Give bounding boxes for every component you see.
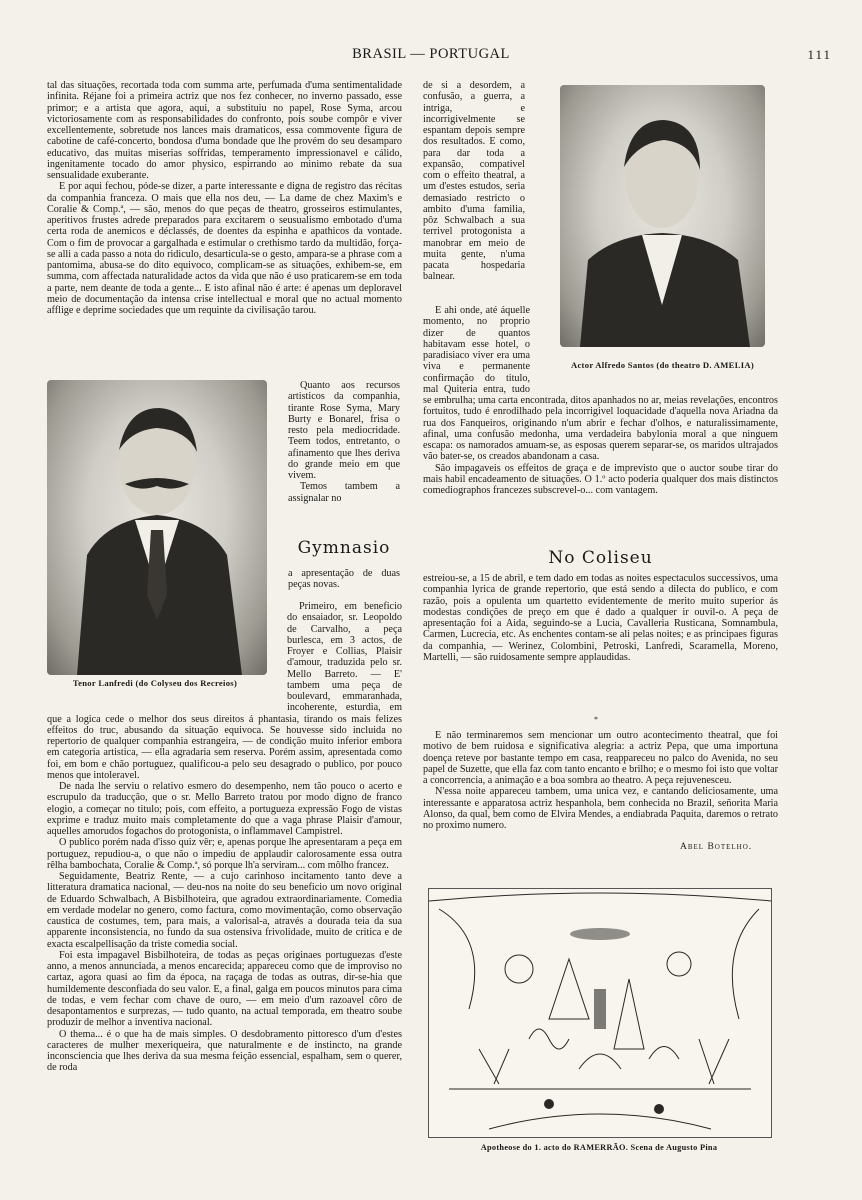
float-spacer [530, 305, 778, 393]
heading-coliseu: No Coliseu [548, 548, 653, 568]
paragraph: E ahi onde, até áquelle momento, no proprio dizer de quantos habitavam esse hotel, o paradisiaco viver era uma viva e permanente confirmação do titulo, mal Quiteria entra, tudo se embrulha; uma carta encontrada, ditos apanhados no ar, meias revelações, encontros fortuitos, tudo é enrodilhado pela incorrigivel loquacidade d'aquella nova Ariadna da rua dos Fanqueiros, originando n'um abrir e fechar d'olhos, e naturalissimamente, afinal, uma confusão medonha, uma verdadeira babylonia moral a que ninguem escapa: os namorados amuam-se, as esposas querem separar-se, os maridos ultrajados vão bater-se, os creados abandonam a casa. [423, 305, 778, 463]
author-signature: Abel Botelho. [680, 842, 753, 852]
col2-main-text [423, 305, 778, 545]
col1-narrow-text [288, 380, 400, 504]
caption-illustration: Apotheose do 1. acto do RAMERRÃO. Scena de Augusto Pina [480, 1143, 718, 1152]
caption-santos: Actor Alfredo Santos (do theatro D. AMELIA) [570, 360, 755, 370]
ramerrao-illustration [428, 888, 772, 1138]
paragraph: E por aqui fechou, póde-se dizer, a parte interessante e digna de registro das récitas da companhia franceza. O mais que ella nos deu, — La dame de chez Maxim's e Coralie & Comp.ª, — são, menos do que peças de theatro, grosseiros estimulantes, aperitivos frustes adrede preparados para excitarem o seusualismo embotado d'uma certa roda de anemicos e déclassés, de doentes da espinha e apathicos da vontade. Com o fim de provocar a gargalhada e estimular o crethismo tardo da multidão, força-se alli a cada passo a nota do ridiculo, desarticula-se o gesto, ampara-se a phrase com a pantomima, abusa-se do dito equivoco, complicam-se as situações, exhibem-se, em summa, com affectada naturalidade actos da vida que não é uso praticarem-se em toda a parte, nem deante de toda a gente... E isto afinal não é arte: é apenas um deploravel meio de documentação da intensa crise intellectual e moral que no actual momento afflige e deprime sociedades que um requinte da civilisação tarou. [47, 181, 402, 316]
section-star: * [594, 715, 598, 724]
paragraph: estreiou-se, a 15 de abril, e tem dado em todas as noites espectaculos successivos, uma companhia lyrica de grande repertorio, que está sendo a dilecta do publico, e com razão, pois a opulenta um quartetto evidentemente de merito muito superior ás modestas condições de preço em que é dado a qualquer ir ouvil-o. A peça de apresentação foi a Aida, seguindo-se a Lucia, Cavalleria Rusticana, Somnambula, Carmen, Lucrecia, etc. As enchentes contam-se ali pelas noites; e as principaes figuras da companhia, — Werinez, Colombini, Petroski, Lanfredi, Scaramella, Moreno, Martelli, — são ruidosamente sempre applaudidas. [423, 573, 778, 663]
caption-tenor: Tenor Lanfredi (do Colyseu dos Recreios) [72, 678, 238, 688]
col1-top-text [47, 80, 402, 316]
paragraph: São impagaveis os effeitos de graça e de imprevisto que o auctor soube tirar do mais habil encadeamento de situações. O 1.º acto poderia qualquer dos mais distinctos comediographos francezes subscrevel-o... com vantagem. [423, 462, 778, 496]
paragraph: Primeiro, em beneficio do ensaiador, sr. Leopoldo de Carvalho, a peça burlesca, em 3 actos, de Froyer e Collias, Plaisir d'amour, traduzida pelo sr. Mello Barreto. — E' tambem uma peça de boulevard, emmaranhada, incoherente, esturdia, em que a logica cede o melhor dos seus direitos á phantasia, tirando os mais felizes effeitos do truc, abusando da situação equivoca. Se houvesse sido incluida no repertorio de qualquer companhia estrangeira, — de condição muito inferior embora em categoria artistica, — ella agradaria sem reserva. Porém assim, apresentada como foi, em bom e chão portuguez, qualificou-a pelo seu desagrado o publico, por pouco menos que intoleravel. [47, 601, 402, 781]
col1-narrow-text-2 [288, 568, 400, 591]
col2-final-text [423, 730, 778, 831]
illustration-drawing [429, 889, 771, 1137]
paragraph: N'essa noite appareceu tambem, uma unica vez, e cantando deliciosamente, uma interessante e apparatosa actriz hespanhola, bem conhecida no Brazil, señorita Maria Alonso, da qual, bem como de Elvira Mendes, a endiabrada Paquita, daremos o retrato no proximo numero. [423, 786, 778, 831]
col1-bottom-text [47, 601, 402, 1161]
page-number: 111 [807, 47, 832, 62]
paragraph: E não terminaremos sem mencionar um outro acontecimento theatral, que foi motivo de bem ruidosa e significativa alegria: a actriz Pepa, que uma importuna doença reteve por bastante tempo em casa, reappareceu no palco do Avenida, no seu papel de Suzette, que ella faz com tanto encanto e brilho; e o mesmo foi isto que voltar a concorrencia, a animação e a boa sombra ao theatro. A peça rejuvenesceu. [423, 730, 778, 786]
paragraph: Temos tambem a assignalar no [288, 481, 400, 504]
col2-coliseu-text [423, 573, 778, 663]
paragraph: Quanto aos recursos artisticos da companhia, tirante Rose Syma, Mary Burty e Bonarel, frisa o resto pela mediocridade. Teem todos, entretanto, o afinamento que lhes deriva do grande meio em que vivem. [288, 380, 400, 481]
paragraph: tal das situações, recortada toda com summa arte, perfumada d'uma sentimentalidade infinita. Réjane foi a primeira actriz que nos fez conhecer, no inverno passado, esse primor; e a artista que agora, aqui, a substituiu no papel, Rose Syma, arcou victoriosamente com as responsabilidades do confronto, pois soube compôr e viver excellentemente, sobretude nos lances mais dramaticos, essa commovente figura de cabotine de café-concerto, bondosa d'uma bondade que lhe provém do seu desamparo educativo, das muitas miserias soffridas, temperamento impressionavel e cálido, ingenitamente tocado do amor physico, espirrando ao minimo rebate da sua sensualidade exuberante. [47, 80, 402, 181]
paragraph: O thema... é o que ha de mais simples. O desdobramento pittoresco d'um d'estes caracteres de mulher mexeriqueira, que naturalmente e de instincto, na grande inconsciencia que lhes deriva da sua mesma feição essencial, espalham, sem o querer, de roda [47, 1028, 402, 1074]
paragraph: Seguidamente, Beatriz Rente, — a cujo carinhoso incitamento tanto deve a litteratura dramatica nacional, — deu-nos na noite do seu beneficio um novo original de Eduardo Schwalbach, A Bisbilhoteira, que agradou extraordinariamente. Comedia em verdade modelar no genero, como factura, como movimentação, como observação caustica de costumes, tem, para mais, a valorisal-a, através a dourada teia da sua apparente inconsistencia, no fundo da sua ostensiva frivolidade, muito de critica e de exacta escalpellisação da triste comedia social. [47, 871, 402, 950]
paragraph: O publico porém nada d'isso quiz vêr; e, apenas porque lhe apresentaram a peça em portuguez, repudiou-a, o que não o impediu de applaudir calorosamente essa outra rêlha bambochata, Coralie & Comp.ª, só porque lh'a serviram... com môlho francez. [47, 837, 402, 871]
page-title: BRASIL — PORTUGAL [352, 46, 510, 62]
page-header [0, 46, 862, 66]
paragraph: De nada lhe serviu o relativo esmero do desempenho, nem tão pouco o acerto e escrupulo da traducção, que o sr. Mello Barreto tratou por modo digno de franco elogio, a começar no titulo; pois, com effeito, a portugueza expressão Fogo de vistas exprime e traduz muito mais completamente do que a vaga phrase Plaisir d'amour, aquelles amorudos fogachos do protogonista, o inflammavel Campistrel. [47, 781, 402, 837]
heading-gymnasio: Gymnasio [297, 538, 391, 558]
paragraph: Foi esta impagavel Bisbilhoteira, de todas as peças originaes portuguezas d'este anno, a menos annunciada, a menos encarecida; appareceu como que de improviso no cartaz, agora quasi ao fim da época, na raçaga de todas as outras, dir-se-hia que humildemente desconfiada do seu valor. E, a final, galga em poucos minutos para cima de todas, e vem fechar com chave de ouro, — em meio d'um razoavel côro de desapontamentos e surprezas, — tudo quanto, na actual temporada, em theatro soube produzir de melhor a inventiva nacional. [47, 949, 402, 1029]
paragraph: a apresentação de duas peças novas. [288, 568, 400, 591]
float-spacer [47, 601, 287, 709]
paragraph: de si a desordem, a confusão, a guerra, a intriga, e incorrigivelmente se espantam depois sempre dos resultados. E como, para dar toda a expansão, compativel com o effeito theatral, a um d'estes estudos, seria demasiado restricto o ambito d'uma familia, pôz Schwalbach a sua terrivel protogonista a manobrar em meio de muita gente, n'uma pacata hospedaria balnear. [423, 80, 525, 283]
